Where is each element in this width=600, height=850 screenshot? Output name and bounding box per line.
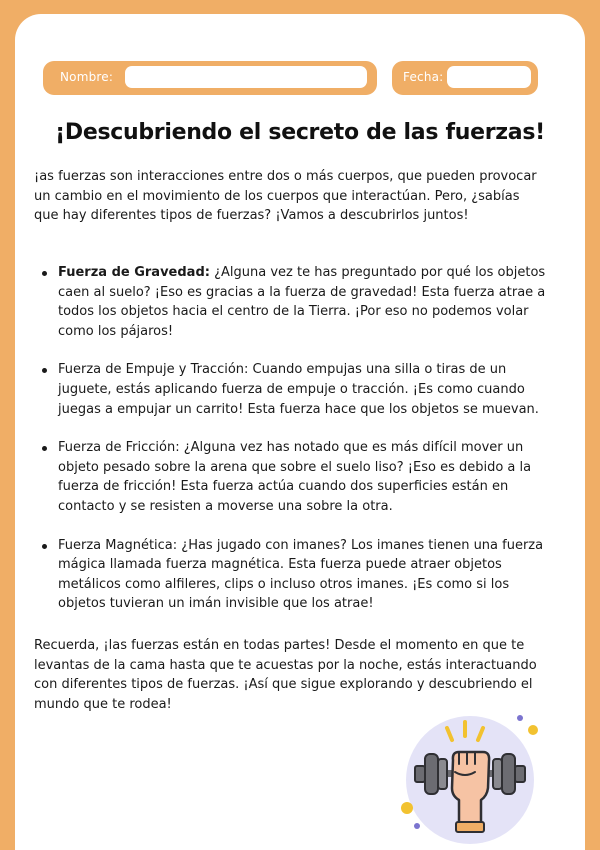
force-text: ¿Has jugado con imanes? Los imanes tienen una fuerza mágica llamada fuerza magnética. Esta fuerza puede atraer objetos metálicos como alfileres, clips o incluso otros imanes. ¡Es como si los objetos tuvieran un imán invisible que los atrae!	[58, 537, 544, 612]
list-item	[36, 360, 551, 419]
force-name: Fuerza de Fricción:	[58, 440, 180, 456]
closing-paragraph: Recuerda, ¡las fuerzas están en todas partes! Desde el momento en que te levantas de la cama hasta que te acuestas por la noche, estás interactuando con diferentes tipos de fuerzas. ¡Así que sigue explorando y descubriendo el mundo que te rodea!	[34, 638, 537, 712]
force-name: Fuerza de Empuje y Tracción:	[58, 362, 249, 378]
name-field-bar	[43, 61, 377, 95]
intro-paragraph: ¡as fuerzas son interacciones entre dos o más cuerpos, que pueden provocar un cambio en el movimiento de los cuerpos que interactúan. Pero, ¿sabías que hay diferentes tipos de fuerzas? ¡Vamos a descubrirlos juntos!	[34, 169, 537, 224]
list-item	[36, 438, 551, 516]
force-text: ¿Alguna vez has notado que es más difícil mover un objeto pesado sobre la arena que sobre el suelo liso? ¡Eso es debido a la fuerza de fricción! Esta fuerza actúa cuando dos superficies están en contacto y se resisten a moverse una sobre la otra.	[58, 440, 532, 514]
list-item	[36, 263, 551, 341]
forces-list	[36, 263, 551, 633]
force-name: Fuerza de Gravedad:	[58, 265, 210, 280]
date-field-bar	[392, 61, 538, 95]
force-text: ¿Alguna vez te has preguntado por qué los objetos caen al suelo? ¡Eso es gracias a la fuerza de gravedad! Esta fuerza atrae a todos los objetos hacia el centro de la Tierra. ¡Por eso no podemos volar como los pájaros!	[58, 265, 546, 339]
force-name: Fuerza Magnética:	[58, 537, 178, 553]
page-title: ¡Descubriendo el secreto de las fuerzas!	[55, 120, 545, 145]
flexed-arm-dumbbell-icon	[395, 704, 545, 850]
list-item	[36, 536, 551, 614]
force-text: Cuando empujas una silla o tiras de un juguete, estás aplicando fuerza de empuje o tracción. ¡Es como cuando juegas a empujar un carrito! Esta fuerza hace que los objetos se muevan.	[58, 362, 539, 417]
name-label: Nombre:	[60, 70, 114, 84]
date-input[interactable]	[447, 66, 531, 88]
name-input[interactable]	[125, 66, 367, 88]
worksheet-page	[15, 14, 585, 850]
date-label: Fecha:	[403, 70, 444, 84]
